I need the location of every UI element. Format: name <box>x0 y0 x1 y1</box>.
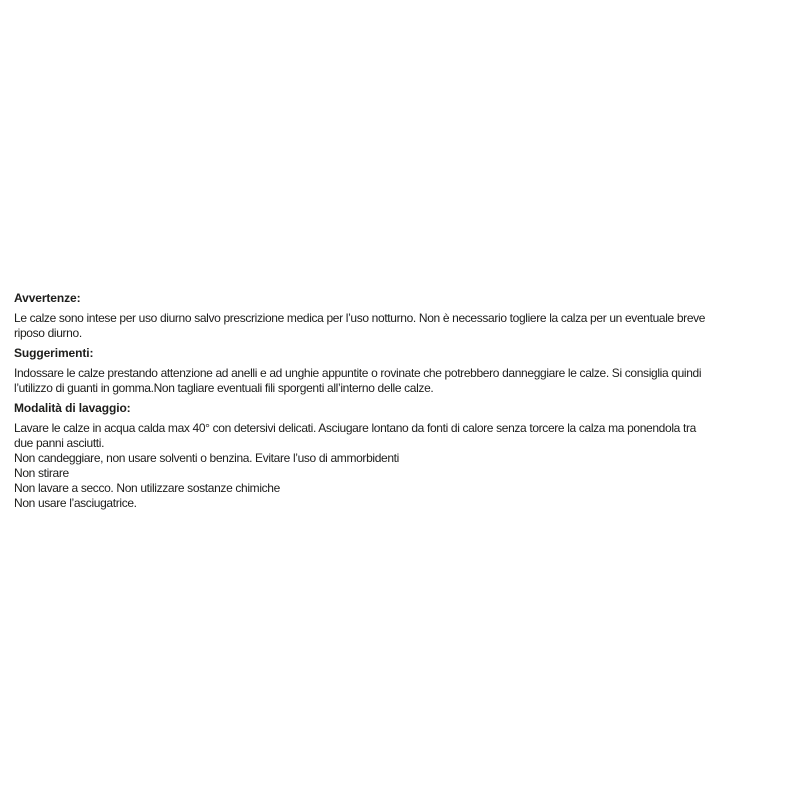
paragraph-line: Non candeggiare, non usare solventi o benzina. Evitare l’uso di ammorbidenti <box>14 451 399 465</box>
paragraph-line: Indossare le calze prestando attenzione ad anelli e ad unghie appuntite o rovinate che potrebbero danneggiare le calze. Si consiglia quindi <box>14 366 702 380</box>
paragraph-line: Lavare le calze in acqua calda max 40° con detersivi delicati. Asciugare lontano da fonti di calore senza torcere la calza ma ponendola tra <box>14 421 696 435</box>
care-instructions-document <box>14 291 786 511</box>
section-heading: Modalità di lavaggio: <box>14 401 131 415</box>
paragraph-line: Non lavare a secco. Non utilizzare sostanze chimiche <box>14 481 280 495</box>
paragraph-line: Non stirare <box>14 466 69 480</box>
document-section <box>14 346 786 396</box>
section-heading: Suggerimenti: <box>14 346 94 360</box>
paragraph-line: riposo diurno. <box>14 326 82 340</box>
paragraph-line: due panni asciutti. <box>14 436 105 450</box>
section-heading: Avvertenze: <box>14 291 81 305</box>
document-section <box>14 401 786 511</box>
document-section <box>14 291 786 341</box>
paragraph-line: Le calze sono intese per uso diurno salvo prescrizione medica per l’uso notturno. Non è necessario togliere la calza per un eventuale breve <box>14 311 706 325</box>
paragraph-line: l’utilizzo di guanti in gomma.Non tagliare eventuali fili sporgenti all’interno delle calze. <box>14 381 434 395</box>
paragraph-line: Non usare l’asciugatrice. <box>14 496 137 510</box>
